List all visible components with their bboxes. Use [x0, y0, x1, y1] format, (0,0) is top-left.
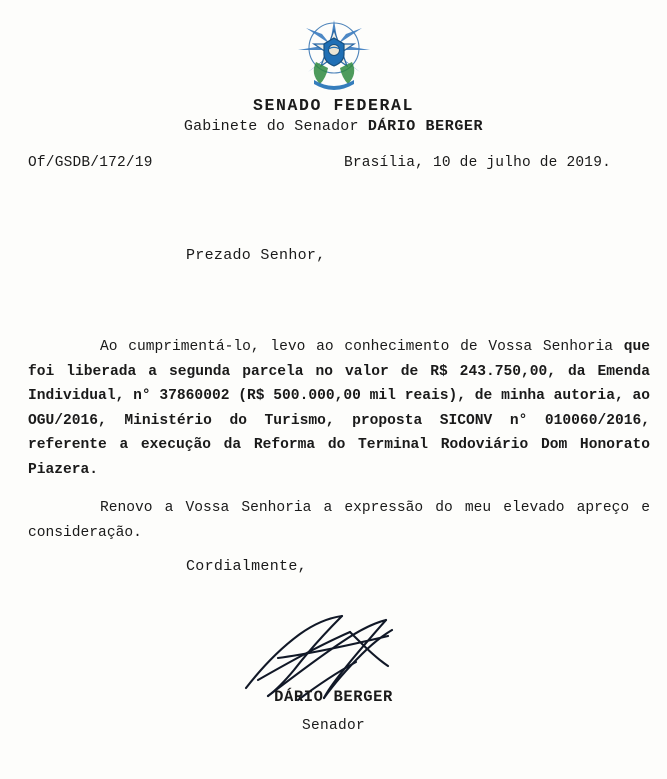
paragraph-1-lead: Ao cumprimentá-lo, levo ao conhecimento de Vossa Senhoria [100, 339, 624, 355]
organization-name: SENADO FEDERAL [252, 96, 415, 115]
salutation: Prezado Senhor, [186, 247, 326, 264]
office-line [0, 118, 667, 135]
paragraph-1 [28, 335, 650, 482]
paragraph-1-emphasis: que foi liberada a segunda parcela no valor de R$ 243.750,00, da Emenda Individual, n° 37860002 (R$ 500.000,00 mil reais), de minha autoria, ao OGU/2016, Ministério do Turismo, proposta SICONV n° 010060/2016, referente a execução da Reforma do Terminal Rodoviário Dom Honorato Piazera. [28, 339, 650, 478]
office-prefix: Gabinete do Senador [183, 118, 368, 135]
coat-of-arms-icon [0, 18, 667, 92]
closing-line: Cordialmente, [186, 558, 307, 575]
signature-role: Senador [301, 718, 365, 734]
paragraph-2 [28, 496, 650, 545]
document-reference-code: Of/GSDB/172/19 [28, 155, 153, 171]
letterhead-senator-name: DÁRIO BERGER [367, 118, 484, 135]
reference-row [28, 155, 625, 171]
signature-name: DÁRIO BERGER [274, 688, 393, 706]
letter-body [28, 335, 650, 545]
letterhead [0, 96, 667, 135]
place-and-date: Brasília, 10 de julho de 2019. [343, 155, 611, 171]
paragraph-2-text: Renovo a Vossa Senhoria a expressão do meu elevado apreço e consideração. [28, 500, 650, 541]
